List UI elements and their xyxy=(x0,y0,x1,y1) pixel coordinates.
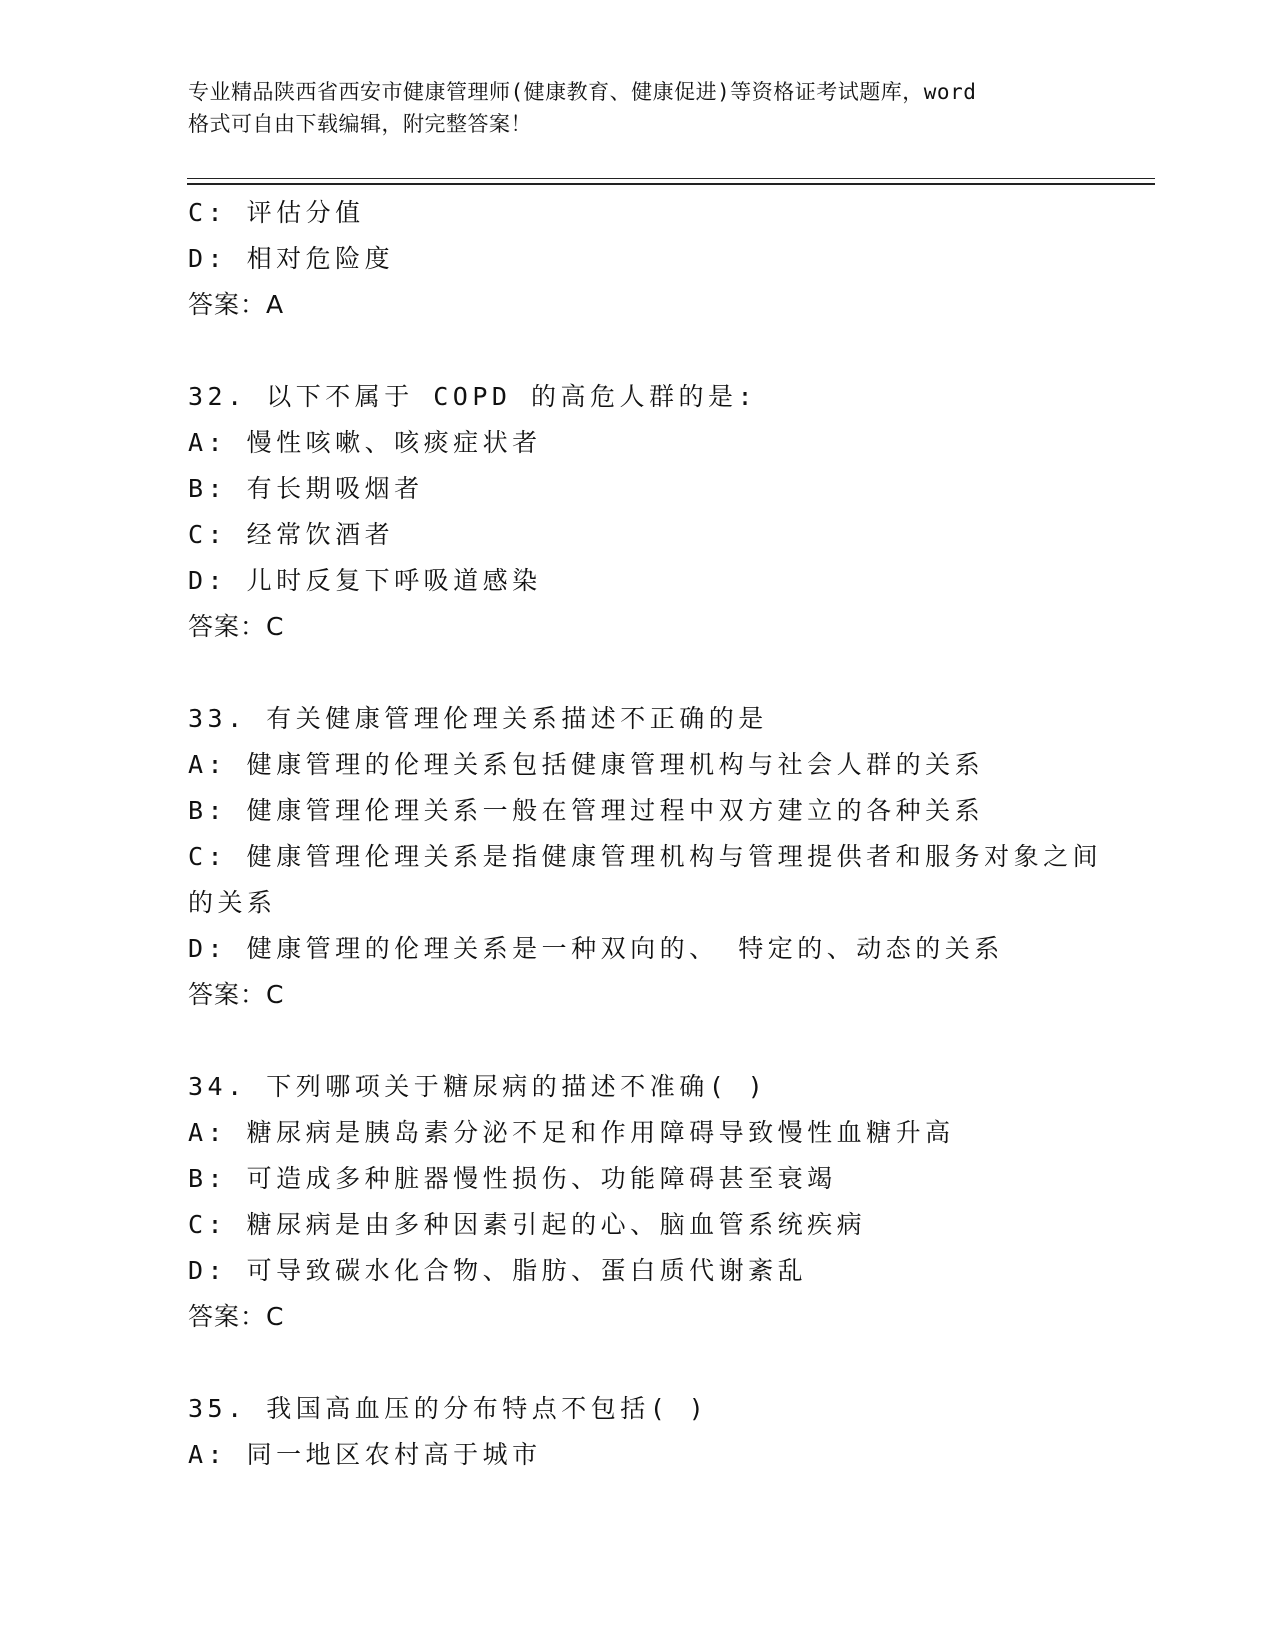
question-32 xyxy=(188,374,1108,650)
question-stem: 34. 下列哪项关于糖尿病的描述不准确( ) xyxy=(188,1072,768,1101)
option-c-continuation: 的关系 xyxy=(188,888,277,917)
answer: 答案：C xyxy=(188,612,285,641)
spacer xyxy=(188,1018,1108,1064)
option-c: C: 糖尿病是由多种因素引起的心、脑血管系统疾病 xyxy=(188,1210,867,1239)
option-a: A: 同一地区农村高于城市 xyxy=(188,1440,542,1469)
header-line-2: 格式可自由下载编辑，附完整答案！ xyxy=(188,112,532,136)
spacer xyxy=(188,328,1108,374)
option-d: D: 可导致碳水化合物、脂肪、蛋白质代谢紊乱 xyxy=(188,1256,808,1285)
option-c: C: 经常饮酒者 xyxy=(188,520,395,549)
option-c: C: 评估分值 xyxy=(188,198,365,227)
header-divider-thin xyxy=(187,178,1155,179)
header-line-1: 专业精品陕西省西安市健康管理师(健康教育、健康促进)等资格证考试题库，word xyxy=(188,80,977,104)
spacer xyxy=(188,650,1108,696)
option-a: A: 糖尿病是胰岛素分泌不足和作用障碍导致慢性血糖升高 xyxy=(188,1118,955,1147)
option-b: B: 可造成多种脏器慢性损伤、功能障碍甚至衰竭 xyxy=(188,1164,837,1193)
answer: 答案：A xyxy=(188,290,285,319)
spacer xyxy=(188,1340,1108,1386)
option-a: A: 慢性咳嗽、咳痰症状者 xyxy=(188,428,542,457)
option-b: B: 有长期吸烟者 xyxy=(188,474,424,503)
option-b: B: 健康管理伦理关系一般在管理过程中双方建立的各种关系 xyxy=(188,796,985,825)
question-35 xyxy=(188,1386,1108,1478)
option-d: D: 健康管理的伦理关系是一种双向的、 特定的、动态的关系 xyxy=(188,934,1004,963)
question-33 xyxy=(188,696,1108,1018)
option-d: D: 儿时反复下呼吸道感染 xyxy=(188,566,542,595)
question-stem: 33. 有关健康管理伦理关系描述不正确的是 xyxy=(188,704,768,733)
answer: 答案：C xyxy=(188,980,285,1009)
question-31-tail xyxy=(188,190,1108,328)
answer: 答案：C xyxy=(188,1302,285,1331)
option-d: D: 相对危险度 xyxy=(188,244,395,273)
question-34 xyxy=(188,1064,1108,1340)
option-a: A: 健康管理的伦理关系包括健康管理机构与社会人群的关系 xyxy=(188,750,985,779)
option-c: C: 健康管理伦理关系是指健康管理机构与管理提供者和服务对象之间 xyxy=(188,842,1103,871)
question-stem: 35. 我国高血压的分布特点不包括( ) xyxy=(188,1394,709,1423)
question-stem: 32. 以下不属于 COPD 的高危人群的是: xyxy=(188,382,758,411)
document-body xyxy=(188,190,1108,1478)
header-divider-thick xyxy=(187,183,1155,185)
document-header xyxy=(188,76,1088,140)
